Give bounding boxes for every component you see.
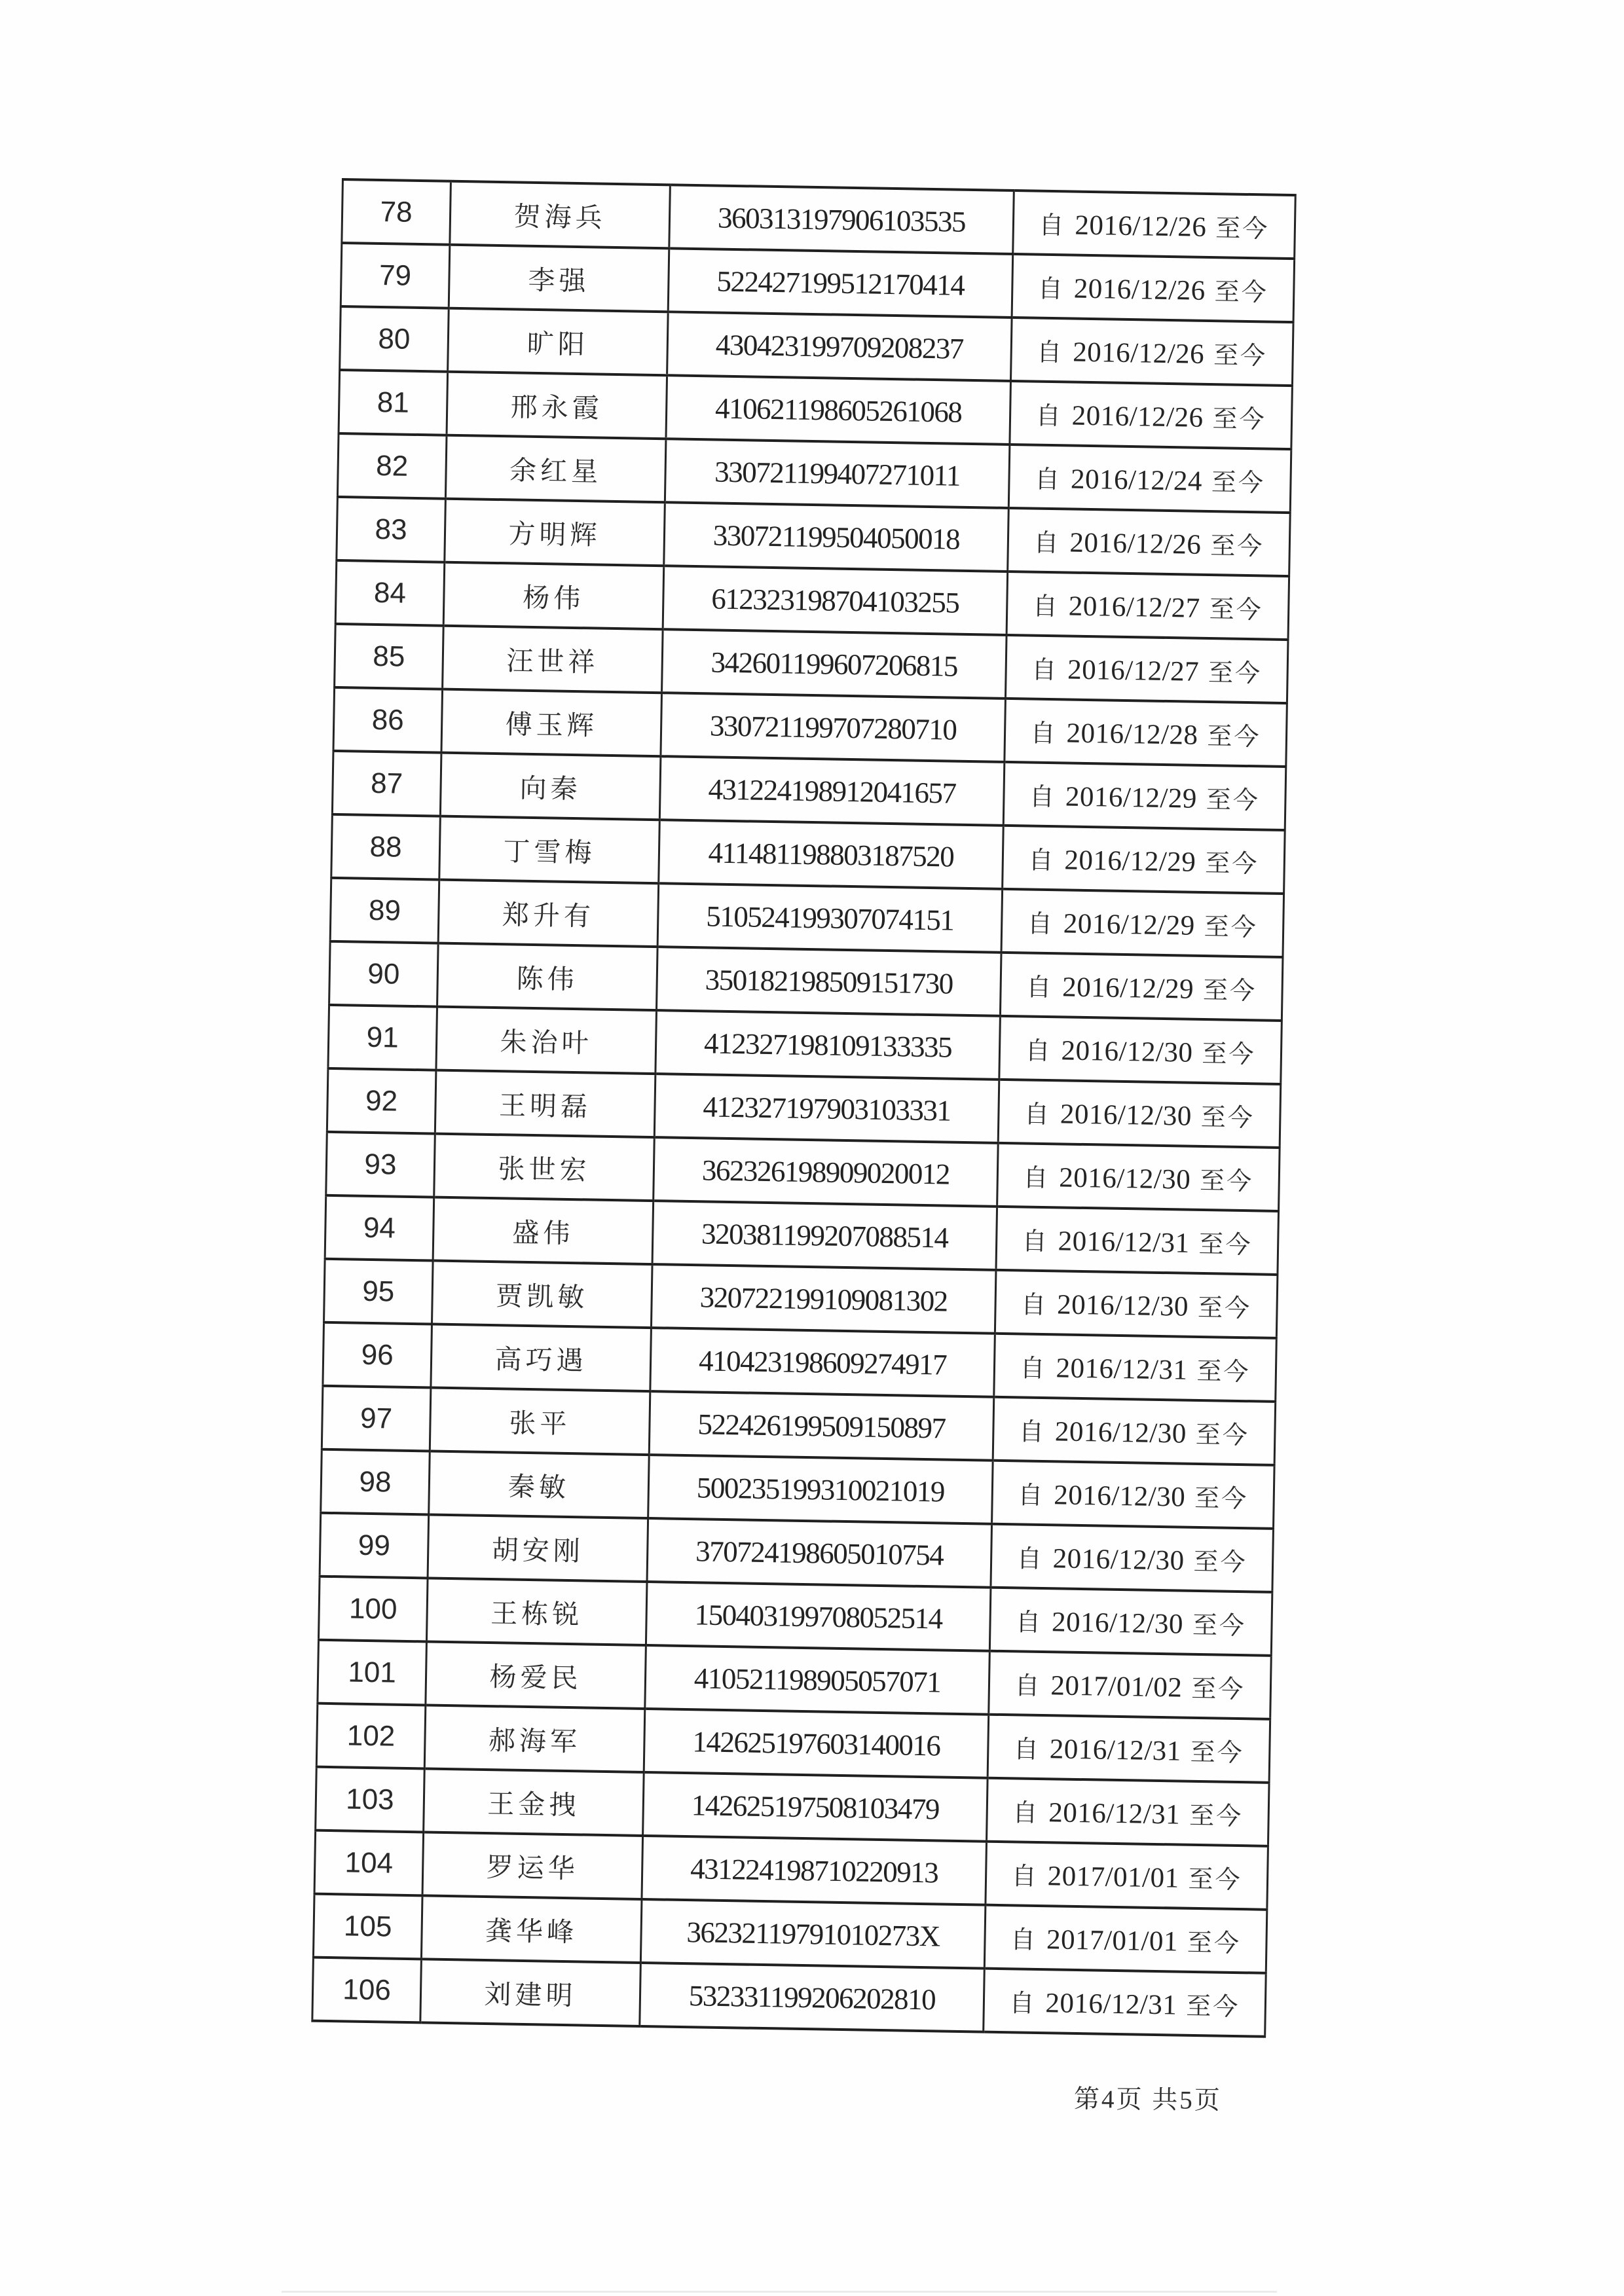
id-number-cell: 522427199512170414 <box>668 248 1013 318</box>
id-number-cell: 330721199707280710 <box>661 693 1006 762</box>
period-to-label: 至今 <box>1211 469 1266 498</box>
period-cell <box>993 1397 1276 1465</box>
name-cell: 陈伟 <box>437 943 658 1011</box>
period-date: 2016/12/26 <box>1069 527 1202 560</box>
period-to-label: 至今 <box>1202 1040 1256 1069</box>
period-cell <box>984 1969 1266 2037</box>
period-to-label: 至今 <box>1185 1992 1240 2022</box>
period-date: 2017/01/01 <box>1046 1924 1179 1958</box>
period-date: 2017/01/01 <box>1047 1861 1179 1894</box>
period-to-label: 至今 <box>1192 1611 1247 1641</box>
row-number-cell: 82 <box>337 433 447 499</box>
name-cell: 傅玉辉 <box>441 689 662 757</box>
row-number-cell: 87 <box>332 751 441 816</box>
period-to-label: 至今 <box>1212 405 1266 434</box>
period-to-label: 至今 <box>1195 1421 1250 1450</box>
period-cell <box>1013 191 1296 259</box>
period-cell <box>992 1461 1275 1529</box>
period-date: 2016/12/30 <box>1061 1035 1193 1068</box>
row-number-cell: 91 <box>328 1005 437 1070</box>
period-cell <box>996 1207 1279 1275</box>
name-cell: 贾凯敏 <box>432 1261 652 1328</box>
period-from-label: 自 <box>1027 910 1055 939</box>
name-cell: 盛伟 <box>433 1197 654 1265</box>
period-to-label: 至今 <box>1204 913 1259 942</box>
id-number-cell: 412327198109133335 <box>655 1010 1001 1080</box>
period-to-label: 至今 <box>1206 786 1261 815</box>
period-to-label: 至今 <box>1189 1802 1244 1831</box>
period-to-label: 至今 <box>1193 1548 1247 1577</box>
period-from-label: 自 <box>1028 847 1056 875</box>
id-number-cell: 411481198803187520 <box>659 820 1004 889</box>
name-cell: 罗运华 <box>422 1832 643 1899</box>
name-cell: 王栋锐 <box>426 1578 647 1645</box>
period-cell <box>1008 445 1291 513</box>
period-from-label: 自 <box>1010 1926 1038 1954</box>
id-number-cell: 500235199310021019 <box>648 1455 993 1524</box>
name-cell: 胡安刚 <box>428 1514 648 1582</box>
row-number-cell: 90 <box>329 941 439 1007</box>
period-from-label: 自 <box>1011 1863 1039 1891</box>
period-cell <box>1005 699 1287 767</box>
id-number-cell: 320381199207088514 <box>652 1201 997 1270</box>
period-cell <box>995 1270 1278 1338</box>
period-to-label: 至今 <box>1196 1357 1251 1387</box>
id-number-cell: 370724198605010754 <box>647 1518 992 1588</box>
id-number-cell: 522426199509150897 <box>649 1391 994 1461</box>
period-from-label: 自 <box>1035 402 1063 431</box>
id-number-cell: 532331199206202810 <box>640 1963 985 2032</box>
period-from-label: 自 <box>1015 1609 1043 1637</box>
id-number-cell: 430423199709208237 <box>667 312 1012 381</box>
row-number-cell: 93 <box>326 1132 435 1197</box>
personnel-roster-body <box>312 179 1295 2037</box>
row-number-cell: 84 <box>335 560 445 626</box>
row-number-cell: 88 <box>331 814 441 880</box>
name-cell: 汪世祥 <box>443 626 663 693</box>
period-date: 2016/12/29 <box>1063 908 1196 941</box>
name-cell: 方明辉 <box>445 499 665 566</box>
row-number-cell: 95 <box>324 1259 434 1324</box>
period-cell <box>1011 318 1294 386</box>
period-from-label: 自 <box>1023 1164 1050 1193</box>
row-number-cell: 78 <box>342 179 451 245</box>
period-date: 2016/12/30 <box>1051 1607 1184 1640</box>
period-date: 2016/12/27 <box>1067 654 1200 687</box>
period-cell <box>987 1715 1270 1783</box>
period-date: 2017/01/02 <box>1050 1670 1183 1704</box>
period-from-label: 自 <box>1025 974 1054 1002</box>
period-to-label: 至今 <box>1191 1675 1246 1704</box>
row-number-cell: 104 <box>314 1831 424 1896</box>
name-cell: 丁雪梅 <box>439 816 660 884</box>
period-date: 2016/12/27 <box>1068 591 1201 624</box>
row-number-cell: 81 <box>339 370 448 435</box>
period-to-label: 至今 <box>1198 1230 1253 1260</box>
id-number-cell: 431224198710220913 <box>642 1836 987 1905</box>
period-date: 2016/12/30 <box>1054 1416 1187 1449</box>
name-cell: 秦敏 <box>429 1451 650 1518</box>
period-date: 2016/12/29 <box>1065 781 1198 814</box>
id-number-cell: 360313197906103535 <box>669 185 1014 254</box>
scanner-edge-artifact <box>282 2291 1277 2293</box>
period-from-label: 自 <box>1024 1101 1052 1129</box>
name-cell: 贺海兵 <box>450 181 671 249</box>
period-to-label: 至今 <box>1208 659 1263 688</box>
id-number-cell: 142625197603140016 <box>644 1709 989 1778</box>
name-cell: 王金拽 <box>424 1768 644 1836</box>
period-from-label: 自 <box>1031 656 1059 685</box>
row-number-cell: 92 <box>327 1068 436 1134</box>
period-to-label: 至今 <box>1209 596 1264 625</box>
period-from-label: 自 <box>1020 1291 1048 1320</box>
personnel-roster-table <box>311 178 1297 2038</box>
period-cell <box>989 1588 1272 1656</box>
period-date: 2016/12/24 <box>1070 464 1203 497</box>
name-cell: 李强 <box>449 245 669 312</box>
name-cell: 杨伟 <box>443 562 664 630</box>
row-number-cell: 102 <box>316 1704 426 1769</box>
period-cell <box>1012 254 1295 322</box>
row-number-cell: 99 <box>320 1513 429 1578</box>
period-cell <box>1000 953 1283 1021</box>
id-number-cell: 410621198605261068 <box>666 375 1011 445</box>
period-to-label: 至今 <box>1215 215 1270 244</box>
period-cell <box>1005 635 1288 703</box>
period-from-label: 自 <box>1039 211 1066 240</box>
name-cell: 郝海军 <box>424 1705 645 1772</box>
id-number-cell: 612323198704103255 <box>663 566 1008 635</box>
period-cell <box>1008 508 1291 576</box>
id-number-cell: 362326198909020012 <box>654 1137 999 1207</box>
table-scan-block <box>311 178 1295 2038</box>
name-cell: 王明磊 <box>435 1070 655 1138</box>
page-number-footer <box>1074 2079 1222 2117</box>
period-date: 2016/12/31 <box>1048 1797 1181 1831</box>
period-from-label: 自 <box>1033 529 1061 558</box>
id-number-cell: 410521198905057071 <box>645 1645 990 1715</box>
id-number-cell: 320722199109081302 <box>651 1264 996 1334</box>
period-from-label: 自 <box>1025 1037 1052 1066</box>
row-number-cell: 83 <box>337 497 446 562</box>
period-cell <box>997 1143 1280 1211</box>
period-date: 2016/12/26 <box>1073 273 1206 306</box>
period-from-label: 自 <box>1036 338 1064 367</box>
period-cell <box>986 1842 1268 1910</box>
period-date: 2016/12/31 <box>1058 1226 1190 1259</box>
period-date: 2016/12/26 <box>1075 210 1207 243</box>
period-to-label: 至今 <box>1214 278 1269 307</box>
row-number-cell: 89 <box>330 878 439 943</box>
row-number-cell: 97 <box>322 1386 431 1451</box>
name-cell: 余红星 <box>445 435 666 503</box>
period-from-label: 自 <box>1032 592 1060 621</box>
period-date: 2016/12/31 <box>1049 1734 1182 1767</box>
period-from-label: 自 <box>1013 1736 1041 1764</box>
period-date: 2016/12/30 <box>1052 1543 1185 1576</box>
period-cell <box>1003 762 1286 830</box>
period-to-label: 至今 <box>1197 1294 1252 1323</box>
name-cell: 向秦 <box>440 753 661 820</box>
period-cell <box>987 1778 1270 1846</box>
name-cell: 旷阳 <box>448 308 669 376</box>
period-from-label: 自 <box>1017 1482 1045 1510</box>
name-cell: 朱治叶 <box>436 1007 657 1074</box>
period-to-label: 至今 <box>1207 723 1261 752</box>
id-number-cell: 410423198609274917 <box>650 1328 995 1397</box>
period-cell <box>1010 381 1293 449</box>
name-cell: 龚华峰 <box>421 1895 642 1963</box>
id-number-cell: 142625197508103479 <box>643 1772 988 1842</box>
id-number-cell: 36232119791010273X <box>640 1899 986 1969</box>
name-cell: 刘建明 <box>420 1959 641 2026</box>
row-number-cell: 98 <box>321 1449 430 1515</box>
period-to-label: 至今 <box>1204 850 1259 879</box>
period-to-label: 至今 <box>1209 532 1264 561</box>
period-date: 2016/12/29 <box>1064 845 1196 878</box>
id-number-cell: 150403199708052514 <box>646 1582 991 1651</box>
period-cell <box>1003 826 1285 894</box>
period-cell <box>1006 572 1289 640</box>
row-number-cell: 96 <box>323 1322 432 1388</box>
row-number-cell: 103 <box>316 1767 425 1832</box>
id-number-cell: 431224198912041657 <box>659 756 1005 826</box>
name-cell: 邢永霞 <box>447 372 667 439</box>
name-cell: 杨爱民 <box>426 1641 646 1709</box>
period-from-label: 自 <box>1030 720 1058 748</box>
name-cell: 郑升有 <box>438 880 659 947</box>
row-number-cell: 85 <box>335 624 444 689</box>
period-to-label: 至今 <box>1213 342 1268 371</box>
period-date: 2016/12/31 <box>1056 1353 1188 1386</box>
page-number-text: 第4页 共5页 <box>1073 2085 1222 2115</box>
row-number-cell: 94 <box>325 1195 434 1261</box>
id-number-cell: 342601199607206815 <box>662 629 1007 699</box>
period-cell <box>994 1334 1277 1402</box>
name-cell: 张世宏 <box>434 1134 655 1201</box>
row-number-cell: 105 <box>313 1894 422 1959</box>
period-to-label: 至今 <box>1188 1865 1242 1895</box>
period-date: 2016/12/26 <box>1072 337 1205 370</box>
row-number-cell: 100 <box>318 1576 428 1642</box>
period-from-label: 自 <box>1014 1672 1042 1701</box>
period-from-label: 自 <box>1016 1545 1044 1574</box>
period-date: 2016/12/30 <box>1053 1480 1186 1513</box>
id-number-cell: 350182198509151730 <box>656 947 1001 1016</box>
id-number-cell: 330721199407271011 <box>665 439 1010 508</box>
id-number-cell: 412327197903103331 <box>654 1074 999 1143</box>
row-number-cell: 101 <box>318 1640 427 1705</box>
period-date: 2016/12/29 <box>1061 972 1194 1005</box>
period-from-label: 自 <box>1034 465 1062 494</box>
period-from-label: 自 <box>1018 1418 1046 1447</box>
period-cell <box>1001 889 1284 957</box>
name-cell: 张平 <box>430 1388 650 1455</box>
period-date: 2016/12/28 <box>1066 718 1198 751</box>
period-cell <box>999 1016 1282 1084</box>
period-cell <box>984 1905 1267 1973</box>
period-from-label: 自 <box>1009 1990 1037 2018</box>
period-from-label: 自 <box>1020 1355 1047 1383</box>
name-cell: 高巧遇 <box>431 1324 652 1392</box>
period-date: 2016/12/26 <box>1071 400 1204 433</box>
period-date: 2016/12/30 <box>1056 1289 1189 1322</box>
period-from-label: 自 <box>1022 1228 1050 1256</box>
period-to-label: 至今 <box>1190 1738 1245 1768</box>
row-number-cell: 106 <box>312 1958 422 2023</box>
period-to-label: 至今 <box>1202 976 1257 1006</box>
period-from-label: 自 <box>1037 275 1065 304</box>
row-number-cell: 80 <box>340 306 449 372</box>
row-number-cell: 79 <box>341 243 450 308</box>
period-from-label: 自 <box>1029 783 1057 812</box>
id-number-cell: 510524199307074151 <box>657 883 1003 953</box>
period-from-label: 自 <box>1012 1799 1040 1828</box>
period-to-label: 至今 <box>1199 1167 1254 1196</box>
period-cell <box>998 1080 1281 1148</box>
period-cell <box>989 1651 1272 1719</box>
row-number-cell: 86 <box>333 687 443 753</box>
period-to-label: 至今 <box>1194 1484 1249 1514</box>
id-number-cell: 330721199504050018 <box>664 502 1009 572</box>
period-to-label: 至今 <box>1200 1103 1255 1133</box>
period-cell <box>991 1524 1274 1592</box>
period-to-label: 至今 <box>1187 1929 1242 1958</box>
period-date: 2016/12/30 <box>1058 1162 1191 1195</box>
period-date: 2016/12/31 <box>1045 1988 1177 2021</box>
period-date: 2016/12/30 <box>1060 1099 1192 1132</box>
